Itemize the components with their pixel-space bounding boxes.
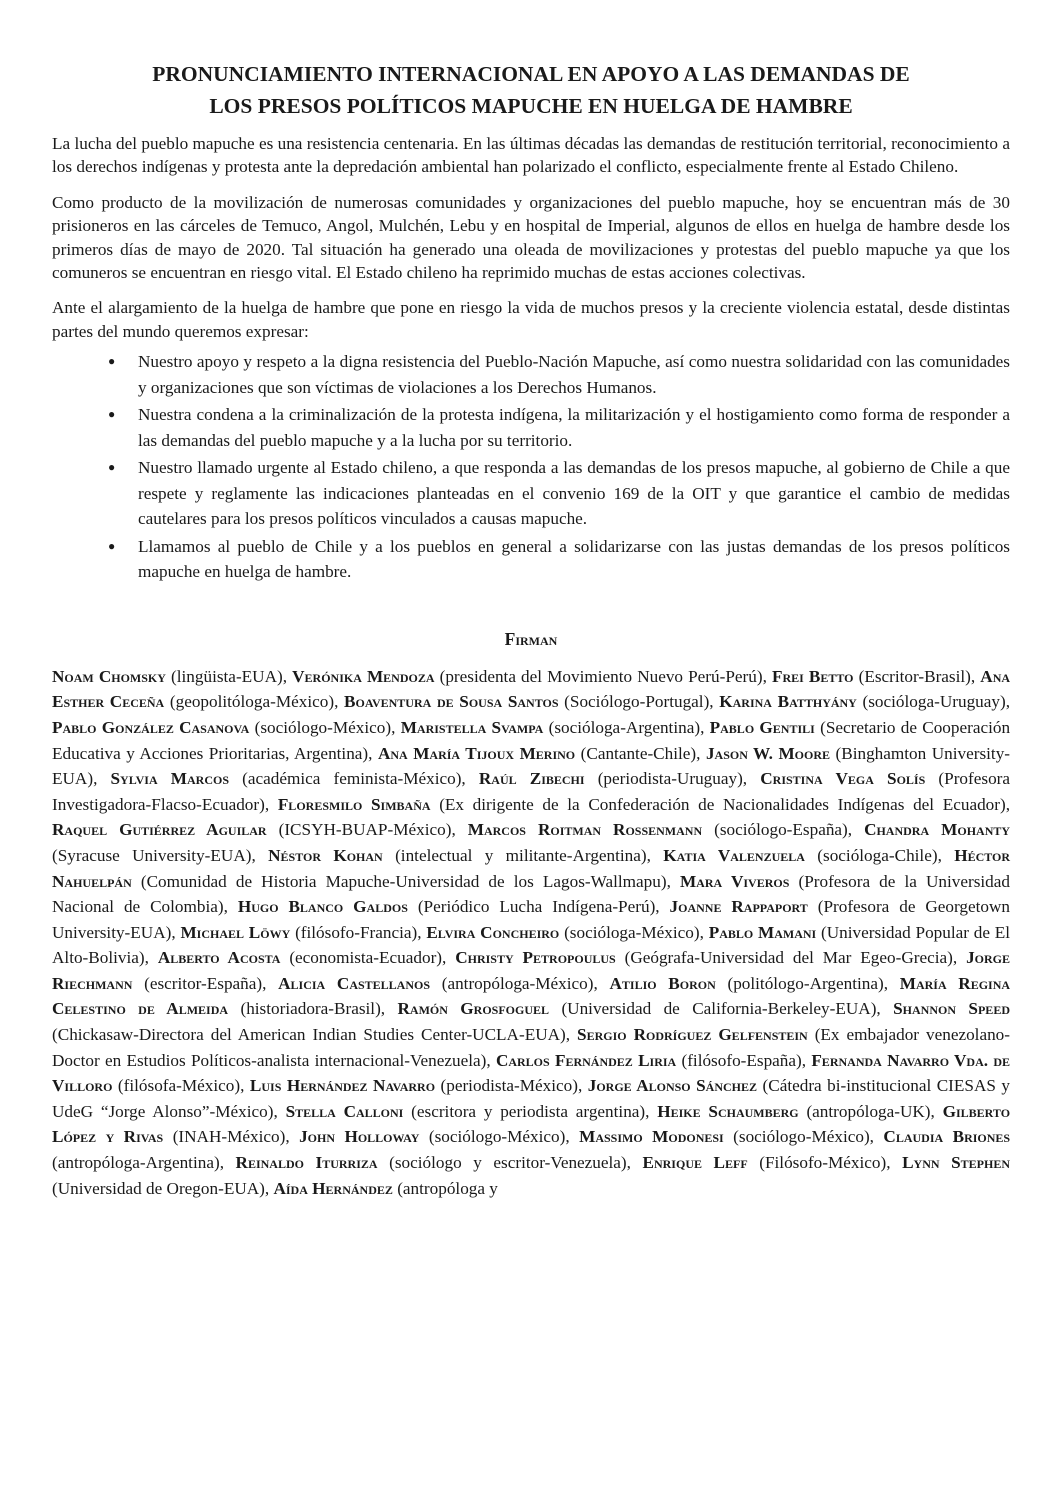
signatory-affiliation: (socióloga-Chile) <box>817 845 938 865</box>
document-page <box>52 58 1010 1201</box>
signatory <box>52 667 283 686</box>
signatory-name: Sergio Rodríguez Gelfenstein <box>577 1025 808 1045</box>
signatory <box>719 692 1005 711</box>
signatory-name: María Regina Celestino de Almeida <box>52 973 1011 1019</box>
signatory <box>52 820 451 839</box>
signatory <box>468 820 848 839</box>
signatory-name: Marcos Roitman Rossenmann <box>467 820 703 840</box>
signatory-name: Enrique Leff <box>642 1153 748 1173</box>
signatory-name: Cristina Vega Solís <box>760 769 926 789</box>
signatory-affiliation: (Profesora de Georgetown University-EUA) <box>52 897 1011 942</box>
signatory-affiliation: (académica feminista-México) <box>242 769 462 789</box>
signatory <box>663 846 937 865</box>
signatory-name: Aída Hernández <box>273 1178 393 1198</box>
signatory-affiliation: (Periódico Lucha Indígena-Perú) <box>417 897 656 917</box>
signatory-name: Carlos Fernández Liria <box>495 1050 677 1070</box>
signatory-affiliation: (Geógrafa-Universidad del Mar Egeo-Grecia) <box>624 948 953 968</box>
signatory-affiliation: (geopolitóloga-México) <box>169 692 335 712</box>
signatory <box>273 1179 497 1198</box>
signatory-name: Mara Viveros <box>679 871 790 891</box>
signatory-name: Floresmilo Simbaña <box>277 794 431 814</box>
demand-text: Nuestro llamado urgente al Estado chileno, a que responda a las demandas de los presos mapuche, al gobierno de Chile a que respete y reglamente las indicaciones planteadas en el convenio 169 de la OIT y que garantice el cambio de medidas cautelares para los presos políticos vinculados a causas mapuche. <box>138 458 1010 529</box>
signatory-affiliation: (lingüista-EUA) <box>171 666 283 686</box>
signatory <box>286 1102 646 1121</box>
signatory-name: Christy Petropoulus <box>455 948 616 968</box>
signatory-name: Pablo Mamani <box>708 922 817 942</box>
signatory-affiliation: (socióloga-Uruguay) <box>862 692 1006 712</box>
bullet-icon: ● <box>108 354 116 369</box>
signatory-name: Joanne Rappaport <box>669 897 808 917</box>
signatory-affiliation: (periodista-México) <box>440 1076 578 1096</box>
signatory-affiliation: (Escritor-Brasil) <box>858 666 971 686</box>
signatory <box>278 795 1006 814</box>
signatory-name: Hugo Blanco Galdos <box>237 897 408 917</box>
title-line-2: LOS PRESOS POLÍTICOS MAPUCHE EN HUELGA DE HAMBRE <box>209 94 853 118</box>
signatory <box>278 974 593 993</box>
signatory-affiliation: (Profesora de la Universidad Nacional de Colombia) <box>52 871 1010 917</box>
signatory-affiliation: (Universidad de Oregon-EUA) <box>52 1178 265 1198</box>
signatory-affiliation: (Binghamton University-EUA) <box>52 743 1011 789</box>
signatory-name: Raquel Gutiérrez Aguilar <box>52 820 267 840</box>
signatory-name: Claudia Briones <box>883 1127 1011 1147</box>
signatory <box>378 744 696 763</box>
signatories-heading: Firman <box>504 628 558 649</box>
signatory-name: Héctor Nahuelpán <box>52 845 1011 891</box>
signatory <box>455 948 953 967</box>
signatory <box>426 923 699 942</box>
signatory-affiliation: (socióloga-Argentina) <box>548 717 701 737</box>
demand-item <box>108 455 1010 532</box>
signatory-affiliation: (filósofa-México) <box>117 1076 241 1096</box>
signatory-affiliation: (intelectual y militante-Argentina) <box>395 845 647 865</box>
signatory-name: Frei Betto <box>771 666 854 686</box>
signatory-name: Luis Hernández Navarro <box>249 1076 436 1096</box>
demand-text: Llamamos al pueblo de Chile y a los pueblos en general a solidarizarse con las justas demandas de los presos políticos mapuche en huelga de hambre. <box>138 536 1010 582</box>
signatory-affiliation: (Syracuse University-EUA) <box>52 845 252 865</box>
demands-list <box>52 349 1010 585</box>
signatory <box>479 769 743 788</box>
signatory-affiliation: (politólogo-Argentina) <box>727 973 884 993</box>
signatory <box>496 1051 802 1070</box>
demand-item <box>108 534 1010 585</box>
signatory-affiliation: (Ex dirigente de la Confederación de Nacionalidades Indígenas del Ecuador) <box>439 794 1006 814</box>
signatory-affiliation: (Universidad Popular de El Alto-Bolivia) <box>52 922 1011 968</box>
intro-paragraph-3: Ante el alargamiento de la huelga de hambre que pone en riesgo la vida de muchos presos y la creciente violencia estatal, desde distintas partes del mundo queremos expresar: <box>52 298 1010 341</box>
signatory-name: Jason W. Moore <box>705 743 831 763</box>
signatory-affiliation: (escritor-España) <box>144 973 263 993</box>
signatory-affiliation: (presidenta del Movimiento Nuevo Perú-Perú) <box>439 666 763 686</box>
signatory-name: Ana María Tijoux Merino <box>377 743 576 763</box>
signatory-name: Boaventura de Sousa Santos <box>344 692 559 712</box>
signatory <box>236 1153 627 1172</box>
demand-text: Nuestra condena a la criminalización de la protesta indígena, la militarización y el hostigamiento como forma de responder a las demandas del pueblo mapuche y a la lucha por su territorio. <box>138 405 1010 450</box>
signatory-affiliation: (historiadora-Brasil) <box>240 999 381 1019</box>
signatory-affiliation: (Chickasaw-Directora del American Indian Studies Center-UCLA-EUA) <box>52 1025 566 1045</box>
signatory-name: Shannon Speed <box>893 999 1010 1019</box>
signatory-name: Lynn Stephen <box>902 1153 1011 1173</box>
signatory-name: Noam Chomsky <box>52 666 166 686</box>
signatory <box>401 718 700 737</box>
signatory <box>180 923 417 942</box>
signatory <box>268 846 647 865</box>
signatory-name: Alberto Acosta <box>157 948 281 968</box>
title-line-1: PRONUNCIAMIENTO INTERNACIONAL EN APOYO A LAS DEMANDAS DE <box>152 62 910 86</box>
signatory-name: Jorge Alonso Sánchez <box>587 1076 758 1096</box>
signatory-affiliation: (Cantante-Chile) <box>580 743 697 763</box>
signatory <box>344 692 709 711</box>
signatory-name: John Holloway <box>299 1127 420 1147</box>
signatory <box>250 1076 578 1095</box>
signatory-affiliation: (filósofo-España) <box>681 1050 802 1070</box>
signatory <box>52 718 391 737</box>
signatory-affiliation: (Cátedra bi-institucional CIESAS y UdeG “Jorge Alonso”-México) <box>52 1076 1011 1121</box>
signatory-affiliation: (antropóloga-Argentina) <box>52 1153 220 1173</box>
signatory-affiliation: (ICSYH-BUAP-México) <box>278 820 452 840</box>
signatory-affiliation: (sociólogo-México) <box>254 717 392 737</box>
signatory-name: Maristella Svampa <box>400 717 544 737</box>
signatory-name: Stella Calloni <box>285 1101 404 1121</box>
signatory <box>398 999 877 1018</box>
signatory-name: Atilio Boron <box>609 973 716 993</box>
signatory-name: Reinaldo Iturriza <box>235 1153 378 1173</box>
signatory-affiliation: (antropóloga y <box>397 1178 498 1198</box>
signatory-name: Heike Schaumberg <box>657 1101 799 1121</box>
signatory-affiliation: (Comunidad de Historia Mapuche-Universidad de los Lagos-Wallmapu) <box>140 871 667 891</box>
signatory <box>111 769 462 788</box>
signatory-name: Fernanda Navarro Vda. de Villoro <box>52 1050 1010 1096</box>
signatory-affiliation: (periodista-Uruguay) <box>597 769 743 789</box>
signatory-affiliation: (sociólogo-España) <box>714 820 848 840</box>
signatory-affiliation: (Secretario de Cooperación Educativa y Acciones Prioritarias, Argentina) <box>52 717 1011 763</box>
signatory-affiliation: (antropóloga-México) <box>441 973 594 993</box>
signatory-name: Pablo González Casanova <box>52 717 250 737</box>
signatory-name: Gilberto López y Rivas <box>52 1101 1011 1147</box>
signatory <box>579 1127 870 1146</box>
signatory-name: Néstor Kohan <box>268 845 383 865</box>
signatory-affiliation: (Filósofo-México) <box>759 1153 887 1173</box>
signatory-name: Ana Esther Ceceña <box>52 666 1011 712</box>
signatory-name: Verónika Mendoza <box>292 666 435 686</box>
signatory <box>299 1127 565 1146</box>
signatory <box>772 667 971 686</box>
demand-item <box>108 349 1010 400</box>
signatories-list: Noam Chomsky (lingüista-EUA), Verónika Mendoza (presidenta del Movimiento Nuevo Perú-Perú), Frei Betto (Escritor-Brasil), Ana Esther Ceceña (geopolitóloga-México), Boaventura de Sousa Santos (Sociólogo-Portugal), Karina Batthyány (socióloga-Uruguay), Pablo González Casanova (sociólogo-México), Maristella Svampa (socióloga-Argentina), Pablo Gentili (Secretario de Cooperación Educativa y Acciones Prioritarias, Argentina), Ana María Tijoux Merino (Cantante-Chile), Jason W. Moore (Binghamton University-EUA), Sylvia Marcos (académica feminista-México), Raúl Zibechi (periodista-Uruguay), Cristina Vega Solís (Profesora Investigadora-Flacso-Ecuador), Floresmilo Simbaña (Ex dirigente de la Confederación de Nacionalidades Indígenas del Ecuador), Raquel Gutiérrez Aguilar (ICSYH-BUAP-México), Marcos Roitman Rossenmann (sociólogo-España), Chandra Mohanty (Syracuse University-EUA), Néstor Kohan (intelectual y militante-Argentina), Katia Valenzuela (socióloga-Chile), Héctor Nahuelpán (Comunidad de Historia Mapuche-Universidad de los Lagos-Wallmapu), Mara Viveros (Profesora de la Universidad Nacional de Colombia), Hugo Blanco Galdos (Periódico Lucha Indígena-Perú), Joanne Rappaport (Profesora de Georgetown University-EUA), Michael Löwy (filósofo-Francia), Elvira Concheiro (socióloga-México), Pablo Mamani (Universidad Popular de El Alto-Bolivia), Alberto Acosta (economista-Ecuador), Christy Petropoulus (Geógrafa-Universidad del Mar Egeo-Grecia), Jorge Riechmann (escritor-España), Alicia Castellanos (antropóloga-México), Atilio Boron (politólogo-Argentina), María Regina Celestino de Almeida (historiadora-Brasil), Ramón Grosfoguel (Universidad de California-Berkeley-EUA), Shannon Speed (Chickasaw-Directora del American Indian Studies Center-UCLA-EUA), Sergio Rodríguez Gelfenstein (Ex embajador venezolano-Doctor en Estudios Políticos-analista internacional-Venezuela), Carlos Fernández Liria (filósofo-España), Fernanda Navarro Vda. de Villoro (filósofa-México), Luis Hernández Navarro (periodista-México), Jorge Alonso Sánchez (Cátedra bi-institucional CIESAS y UdeG “Jorge Alonso”-México), Stella Calloni (escritora y periodista argentina), Heike Schaumberg (antropóloga-UK), Gilberto López y Rivas (INAH-México), John Holloway (sociólogo-México), Massimo Modonesi (sociólogo-México), Claudia Briones (antropóloga-Argentina), Reinaldo Iturriza (sociólogo y escritor-Venezuela), Enrique Leff (Filósofo-México), Lynn Stephen (Universidad de Oregon-EUA), Aída Hernández (antropóloga y <box>52 666 1011 1198</box>
signatory-affiliation: (Profesora Investigadora-Flacso-Ecuador) <box>52 769 1011 814</box>
signatory-affiliation: (Universidad de California-Berkeley-EUA) <box>561 999 877 1019</box>
signatory-name: Massimo Modonesi <box>579 1127 724 1147</box>
signatory-name: Karina Batthyány <box>719 692 857 712</box>
signatory <box>657 1102 930 1121</box>
intro-paragraph-2: Como producto de la movilización de numerosas comunidades y organizaciones del pueblo mapuche, hoy se encuentran más de 30 prisioneros en las cárceles de Temuco, Angol, Mulchén, Lebu y en hospital de Imperial, algunos de ellos en huelga de hambre desde los primeros días de mayo de 2020. Tal situación ha generado una oleada de movilizaciones y protestas del pueblo mapuche ya que los comuneros se encuentran en riesgo vital. El Estado chileno ha reprimido muchas de estas acciones colectivas. <box>52 192 1010 283</box>
signatory <box>643 1153 887 1172</box>
signatory-affiliation: (filósofo-Francia) <box>295 922 418 942</box>
signatory-name: Michael Löwy <box>180 922 291 942</box>
signatory <box>238 897 655 916</box>
signatory-name: Sylvia Marcos <box>110 769 229 789</box>
intro-paragraph-1: La lucha del pueblo mapuche es una resistencia centenaria. En las últimas décadas las demandas de restitución territorial, reconocimiento a los derechos indígenas y protesta ante la depredación ambiental han polarizado el conflicto, especialmente frente al Estado Chileno. <box>52 134 1010 177</box>
bullet-icon: ● <box>108 407 116 422</box>
signatory-name: Katia Valenzuela <box>663 845 805 865</box>
document-title <box>52 58 1010 122</box>
signatory <box>610 974 884 993</box>
bullet-icon: ● <box>108 460 116 475</box>
signatory-name: Raúl Zibechi <box>478 769 585 789</box>
signatory <box>158 948 442 967</box>
bullet-icon: ● <box>108 538 116 553</box>
demand-item <box>108 402 1010 453</box>
signatory-name: Alicia Castellanos <box>278 973 431 993</box>
signatory-affiliation: (escritora y periodista argentina) <box>411 1101 646 1121</box>
signatory-affiliation: (antropóloga-UK) <box>806 1101 931 1121</box>
signatory-affiliation: (sociólogo-México) <box>733 1127 870 1147</box>
signatory-affiliation: (Ex embajador venezolano-Doctor en Estudios Políticos-analista internacional-Venezuela) <box>52 1025 1010 1070</box>
signatory-affiliation: (socióloga-México) <box>564 922 700 942</box>
signatory-affiliation: (sociólogo-México) <box>428 1127 566 1147</box>
signatory-name: Ramón Grosfoguel <box>397 999 550 1019</box>
signatory-affiliation: (Sociólogo-Portugal) <box>564 692 710 712</box>
signatory-affiliation: (sociólogo y escritor-Venezuela) <box>389 1153 627 1173</box>
demand-text: Nuestro apoyo y respeto a la digna resistencia del Pueblo-Nación Mapuche, así como nuestra solidaridad con las comunidades y organizaciones que son víctimas de violaciones a los Derechos Humanos. <box>138 352 1010 397</box>
signatory-name: Chandra Mohanty <box>864 820 1011 840</box>
signatory-affiliation: (economista-Ecuador) <box>289 948 443 968</box>
signatory-name: Elvira Concheiro <box>426 922 560 942</box>
signatory-affiliation: (INAH-México) <box>172 1127 286 1147</box>
signatory-name: Pablo Gentili <box>709 717 815 737</box>
signatory <box>292 667 762 686</box>
signatory-name: Jorge Riechmann <box>52 948 1010 993</box>
